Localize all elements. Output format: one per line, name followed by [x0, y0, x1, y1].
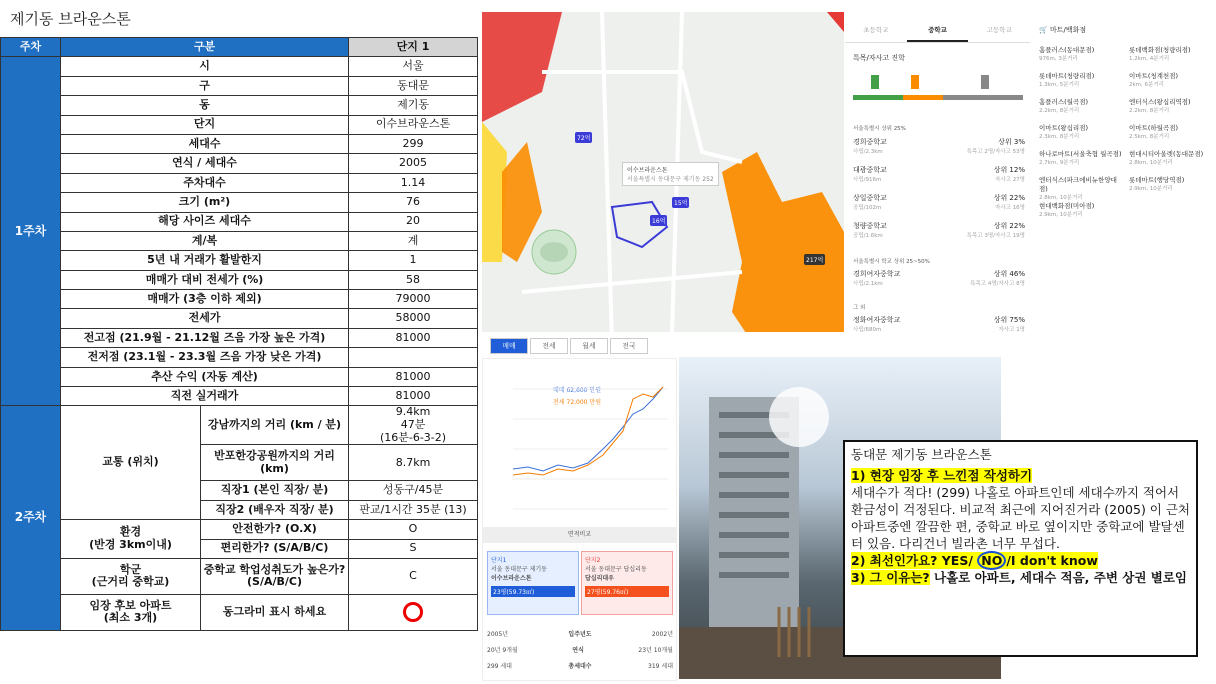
compare-row: 2005년 입주년도 2002년 [487, 631, 673, 638]
row-value: 58000 [349, 309, 478, 328]
row-value: 81000 [349, 387, 478, 406]
safe-question: 안전한가? (O.X) [201, 520, 349, 539]
notes-question-3: 3) 그 이유는? [851, 570, 930, 585]
mart-item[interactable]: 이마트(하월곡점) 2.5km, 8분거리 [1129, 124, 1179, 140]
notes-question-1: 1) 현장 임장 후 느낀점 작성하기 [851, 468, 1033, 483]
map-pin[interactable]: 15억 [672, 197, 689, 208]
complex2-card[interactable]: 단지2 서울 동대문구 답십리동 답십리대우 27평(59.76㎡) [581, 551, 673, 615]
compare-row: 20년 9개월 연식 23년 10개월 [487, 647, 673, 654]
row-label: 주차대수 [61, 173, 349, 192]
candidate-group: 임장 후보 아파트 (최소 3개) [61, 594, 201, 630]
row-value [349, 348, 478, 367]
mart-item[interactable]: 롯데마트(행당역점) 2.9km, 10분거리 [1129, 176, 1185, 192]
compare-button[interactable]: 면적비교 [483, 527, 676, 543]
row-label: 매매가 대비 전세가 (%) [61, 270, 349, 289]
school-question: 중학교 학업성취도가 높은가? (S/A/B/C) [201, 558, 349, 594]
legend-gray: 그 외 [853, 305, 866, 311]
row-value: 79000 [349, 290, 478, 309]
row-value: 299 [349, 134, 478, 153]
row-value: 58 [349, 270, 478, 289]
map-tab-monthly[interactable]: 월세 [570, 338, 608, 354]
mart-title: 🛒 마트/백화점 [1039, 26, 1087, 34]
checklist-table [0, 37, 478, 631]
mart-panel [1033, 17, 1216, 357]
school-group: 학군 (근거리 중학교) [61, 558, 201, 594]
page-title: 제기동 브라운스톤 [10, 10, 131, 28]
row-value: 81000 [349, 328, 478, 347]
school-header: 특목/자사고 진학 [853, 54, 905, 62]
map-tab-sale[interactable]: 매매 [490, 338, 528, 354]
map-pin[interactable]: 16억 [650, 215, 667, 226]
school-item[interactable]: 상일중학교 공립/102m 상위 22% 자사고 16명 [853, 194, 1025, 211]
cart-icon: 🛒 [1039, 26, 1048, 34]
row-label: 전세가 [61, 309, 349, 328]
job1-question: 직장1 (본인 직장/ 분) [201, 481, 349, 500]
mart-item[interactable]: 이마트(왕십리점) 2.3km, 8분거리 [1039, 124, 1089, 140]
mart-item[interactable]: 홈플러스(월곡점) 2.2km, 8분거리 [1039, 98, 1089, 114]
mart-item[interactable]: 엔터식스(왕십리역점) 2.2km, 8분거리 [1129, 98, 1191, 114]
map-tab-nation[interactable]: 전국 [610, 338, 648, 354]
banpo-answer: 8.7km [349, 445, 478, 481]
price-line-chart [493, 369, 673, 519]
school-item[interactable]: 정화여자중학교 사립/680m 상위 75% 자사고 1명 [853, 316, 1025, 333]
week2-label: 2주차 [1, 406, 61, 630]
circle-mark-icon [403, 602, 423, 622]
row-value: 서울 [349, 57, 478, 76]
row-label: 5년 내 거래가 활발한지 [61, 251, 349, 270]
notes-answer-1: 세대수가 적다! (299) 나홀로 아파트인데 세대수까지 적어서 환금성이 걱정된다. 비교적 최근에 지어진거라 (2005) 이 근처 아파트중엔 깔끔한 편, 중학교 바로 옆이지만 중학교에 발달센터 있음. 다리건너 빌라촌 너무 무섭다. [851, 485, 1191, 551]
legend-blue: 서울특별시 상위 25% [853, 126, 906, 132]
legend-jeonse: 전세 72,000 만원 [553, 399, 601, 406]
row-label: 추산 수익 (자동 계산) [61, 367, 349, 386]
map-view[interactable] [482, 12, 844, 357]
row-label: 구 [61, 76, 349, 95]
row-label: 계/복 [61, 231, 349, 250]
row-value: 1 [349, 251, 478, 270]
tab-high[interactable]: 고등학교 [986, 26, 1012, 34]
notes-question-2: 2) 최선인가요? YES/ NO /I don't know [851, 553, 1098, 568]
mart-item[interactable]: 현대백화점(미아점) 2.9km, 10분거리 [1039, 202, 1095, 218]
row-label: 전고점 (21.9월 - 21.12월 즈음 가장 높은 가격) [61, 328, 349, 347]
category-header: 구분 [61, 38, 349, 57]
mart-item[interactable]: 엔터식스(파크에비뉴한양대점) 2.8km, 10분거리 [1039, 176, 1117, 201]
env-group: 환경 (반경 3km이내) [61, 520, 201, 559]
row-value: 이수브라운스톤 [349, 115, 478, 134]
convenience-answer: S [349, 539, 478, 558]
legend-orange: 서울특별시 학교 상위 25~50% [853, 259, 930, 265]
row-label: 시 [61, 57, 349, 76]
row-value: 계 [349, 231, 478, 250]
banpo-question: 반포한강공원까지의 거리 (km) [201, 445, 349, 481]
mart-item[interactable]: 현대시티아울렛(동대문점) 2.8km, 10분거리 [1129, 150, 1204, 166]
map-callout[interactable]: 이수브라운스톤 서울특별시 동대문구 제기동 252 [622, 162, 719, 186]
row-label: 연식 / 세대수 [61, 154, 349, 173]
map-tab-jeonse[interactable]: 전세 [530, 338, 568, 354]
row-value: 동대문 [349, 76, 478, 95]
week1-label: 1주차 [1, 57, 61, 406]
mart-item[interactable]: 롯데마트(청량리점) 1.3km, 5분거리 [1039, 72, 1095, 88]
row-label: 전저점 (23.1월 - 23.3월 즈음 가장 낮은 가격) [61, 348, 349, 367]
mart-item[interactable]: 롯데백화점(청량리점) 1.2km, 4분거리 [1129, 46, 1191, 62]
convenience-question: 편리한가? (S/A/B/C) [201, 539, 349, 558]
mart-item[interactable]: 하나로마트(서울축협 월곡점) 2.7km, 9분거리 [1039, 150, 1122, 166]
school-answer: C [349, 558, 478, 594]
price-chart-panel [482, 358, 677, 681]
complex-header: 단지 1 [349, 38, 478, 57]
compare-row: 299 세대 총세대수 319 세대 [487, 663, 673, 670]
legend-sale: 매매 62,600 만원 [553, 387, 601, 394]
row-value: 1.14 [349, 173, 478, 192]
complex1-card[interactable]: 단지1 서울 동대문구 제기동 이수브라운스톤 23평(59.73㎡) [487, 551, 579, 615]
safe-answer: O [349, 520, 478, 539]
gangnam-question: 강남까지의 거리 (km / 분) [201, 406, 349, 445]
job1-answer: 성동구/45분 [349, 481, 478, 500]
row-value: 2005 [349, 154, 478, 173]
row-label: 동 [61, 96, 349, 115]
row-label: 단지 [61, 115, 349, 134]
mart-item[interactable]: 이마트(청계천점) 2km, 6분거리 [1129, 72, 1179, 88]
row-label: 직전 실거래가 [61, 387, 349, 406]
candidate-question: 동그라미 표시 하세요 [201, 594, 349, 630]
row-value: 81000 [349, 367, 478, 386]
school-item[interactable]: 경희여자중학교 사립/2.1km 상위 46% 특목고 4명/자사고 8명 [853, 270, 1025, 287]
gangnam-answer: 9.4km 47분 (16분-6-3-2) [349, 406, 478, 445]
row-label: 해당 사이즈 세대수 [61, 212, 349, 231]
tab-middle[interactable]: 중학교 [907, 17, 969, 42]
row-label: 세대수 [61, 134, 349, 153]
job2-answer: 판교/1시간 35분 (13) [349, 500, 478, 519]
week-header: 주차 [1, 38, 61, 57]
school-item[interactable]: 경희중학교 사립/2.3km 상위 3% 특목고 2명/자사고 53명 [853, 138, 1025, 155]
row-label: 매매가 (3층 이하 제외) [61, 290, 349, 309]
row-value: 제기동 [349, 96, 478, 115]
school-bar-graph [853, 69, 1025, 109]
candidate-answer [349, 594, 478, 630]
notes-title: 동대문 제기동 브라운스톤 [851, 447, 992, 462]
row-value: 76 [349, 193, 478, 212]
tab-elementary[interactable]: 초등학교 [863, 26, 889, 34]
row-value: 20 [349, 212, 478, 231]
map-pin[interactable]: 72억 [575, 132, 592, 143]
job2-question: 직장2 (배우자 직장/ 분) [201, 500, 349, 519]
notes-box [843, 440, 1198, 657]
school-item[interactable]: 대광중학교 사립/916m 상위 12% 자사고 27명 [853, 166, 1025, 183]
transport-group: 교통 (위치) [61, 406, 201, 520]
school-item[interactable]: 청량중학교 공립/1.6km 상위 22% 특목고 3명/자사고 19명 [853, 222, 1025, 239]
school-panel [845, 17, 1030, 357]
notes-answer-3: 나홀로 아파트, 세대수 적음, 주변 상권 별로임 [929, 570, 1187, 585]
mart-item[interactable]: 홈플러스(동대문점) 976m, 3분거리 [1039, 46, 1095, 62]
row-label: 크기 (m²) [61, 193, 349, 212]
map-pin[interactable]: 217억 [804, 254, 825, 265]
